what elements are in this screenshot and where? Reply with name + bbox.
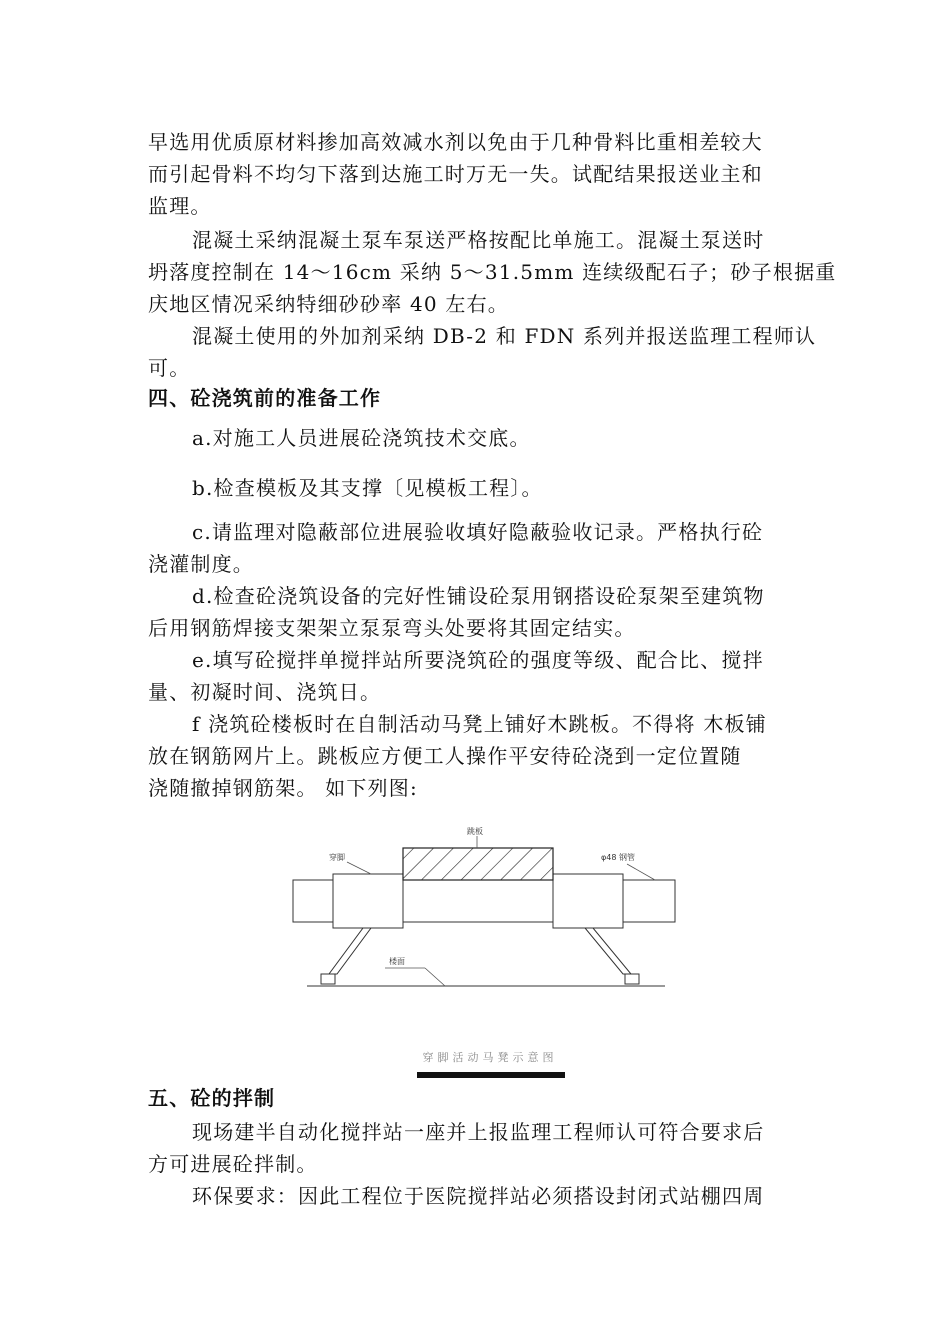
left-foot-shape: [321, 974, 335, 984]
label-board: 跳板: [467, 827, 483, 836]
label-pipe: 穿脚: [329, 853, 345, 862]
paragraph-line: 坍落度控制在 14～16cm 采纳 5～31.5mm 连续级配石子；砂子根据重: [148, 260, 837, 284]
paragraph-line: 混凝土采纳混凝土泵车泵送严格按配比单施工。混凝土泵送时: [192, 228, 765, 252]
caption-underline: [417, 1072, 565, 1078]
list-item: d.检查砼浇筑设备的完好性铺设砼泵用钢搭设砼泵架至建筑物: [192, 584, 765, 608]
list-item: 放在钢筋网片上。跳板应方便工人操作平安待砼浇到一定位置随: [148, 744, 742, 768]
list-item: f 浇筑砼楼板时在自制活动马凳上铺好木跳板。不得将 木板铺: [192, 712, 767, 736]
paragraph-line: 早选用优质原材料掺加高效减水剂以免由于几种骨料比重相差较大: [148, 130, 763, 154]
figure-caption: 穿脚活动马凳示意图: [422, 1051, 558, 1064]
label-floor: 楼面: [389, 957, 405, 966]
paragraph-line: 方可进展砼拌制。: [148, 1152, 318, 1176]
paragraph-line: 环保要求：因此工程位于医院搅拌站必须搭设封闭式站棚四周: [192, 1184, 765, 1208]
right-sleeve-shape: [553, 874, 623, 928]
paragraph-line: 庆地区情况采纳特细砂砂率 40 左右。: [148, 292, 509, 316]
paragraph-line: 混凝土使用的外加剂采纳 DB-2 和 FDN 系列并报送监理工程师认: [192, 324, 817, 348]
paragraph-line: 可。: [148, 356, 191, 380]
list-item: 后用钢筋焊接支架架立泵泵弯头处要将其固定结实。: [148, 616, 636, 640]
board-shape: [403, 848, 553, 880]
left-sleeve-shape: [333, 874, 403, 928]
list-item: b.检查模板及其支撑〔见模板工程〕。: [192, 476, 543, 500]
list-item: c.请监理对隐蔽部位进展验收填好隐蔽验收记录。严格执行砼: [192, 520, 764, 544]
right-leg-shape: [585, 928, 631, 974]
label-steel: φ48 钢管: [601, 853, 635, 862]
list-item: 量、初凝时间、浇筑日。: [148, 680, 382, 704]
section-heading: 五、砼的拌制: [148, 1086, 276, 1110]
paragraph-line: 现场建半自动化搅拌站一座并上报监理工程师认可符合要求后: [192, 1120, 765, 1144]
stool-diagram: [285, 818, 685, 998]
list-item: 浇灌制度。: [148, 552, 254, 576]
list-item: e.填写砼搅拌单搅拌站所要浇筑砼的强度等级、配合比、搅拌: [192, 648, 764, 672]
paragraph-line: 而引起骨料不均匀下落到达施工时万无一失。试配结果报送业主和: [148, 162, 763, 186]
right-foot-shape: [625, 974, 639, 984]
left-leg-shape: [329, 928, 371, 974]
list-item: a.对施工人员进展砼浇筑技术交底。: [192, 426, 531, 450]
paragraph-line: 监理。: [148, 194, 212, 218]
list-item: 浇随撤掉钢筋架。 如下列图:: [148, 776, 418, 800]
section-heading: 四、砼浇筑前的准备工作: [148, 386, 382, 410]
